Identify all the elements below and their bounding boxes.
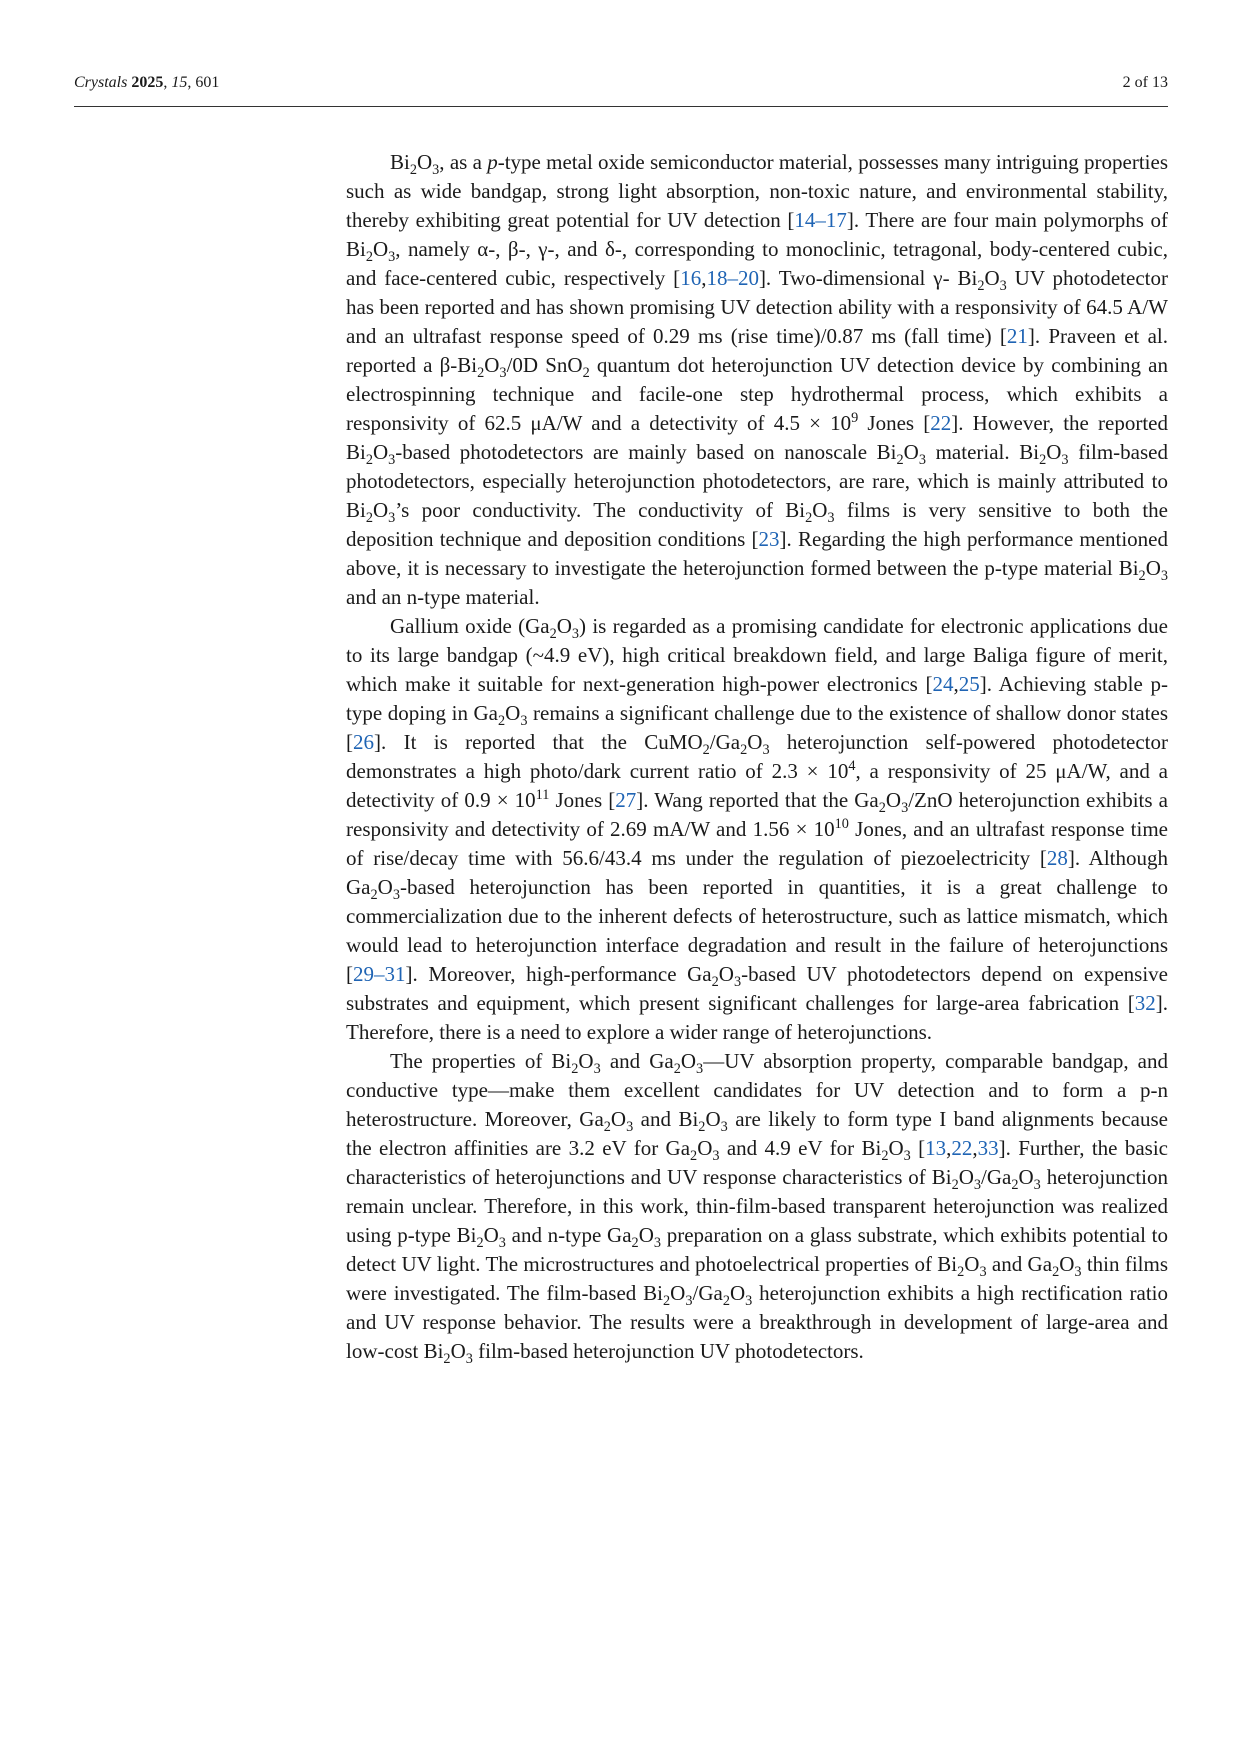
journal-year: 2025	[131, 74, 164, 91]
subscript: 3	[903, 1148, 911, 1165]
text-run: O	[958, 1165, 974, 1189]
subscript: 3	[593, 1061, 601, 1078]
text-run: O	[964, 1252, 980, 1276]
subscript: 2	[1011, 1177, 1019, 1194]
superscript: 10	[834, 816, 849, 832]
text-run: Bi	[390, 150, 410, 174]
subscript: 2	[957, 1264, 965, 1281]
text-run: /ZnO heterojunction exhibits a responsivity and detectivity of 2.69 mA/W and 1.56 × 10	[346, 788, 1168, 841]
text-run: O	[1145, 556, 1161, 580]
text-run: , a responsivity of 25 μA/W, and a detectivity of 0.9 × 10	[346, 759, 1168, 812]
subscript: 3	[499, 365, 507, 382]
subscript: 3	[465, 1351, 473, 1368]
text-run: thin films were investigated. The film-based Bi	[346, 1252, 1169, 1305]
text-run: ]. Regarding the high performance mentioned above, it is necessary to investigate the heterojunction formed between the p-type material Bi	[346, 527, 1169, 580]
citation-link[interactable]: 18–20	[706, 266, 759, 290]
subscript: 2	[690, 1148, 698, 1165]
text-run: Jones [	[549, 788, 616, 812]
subscript: 2	[370, 887, 378, 904]
subscript: 3	[1074, 1264, 1082, 1281]
subscript: 3	[999, 278, 1007, 295]
text-run: and Bi	[633, 1107, 699, 1131]
text-run: film-based photodetectors, especially heterojunction photodetectors, are rare, which is mainly attributed to Bi	[346, 440, 1168, 522]
superscript: 4	[848, 758, 856, 774]
subscript: 3	[918, 452, 926, 469]
paragraph-2	[346, 612, 1168, 1047]
subscript: 3	[720, 1119, 728, 1136]
subscript: 2	[582, 365, 590, 382]
text-run: , namely α-, β-, γ-, and δ-, corresponding to monoclinic, tetragonal, body-centered cubic, and face-centered cubic, respectively [	[346, 237, 1168, 290]
text-run: O	[578, 1049, 594, 1073]
text-run: UV photodetector has been reported and has shown promising UV detection ability with a responsivity of 64.5 A/W and an ultrafast response speed of 0.29 ms (rise time)/0.87 ms (fall time) [	[346, 266, 1168, 348]
text-run: ,	[972, 1136, 978, 1160]
text-run: O	[372, 440, 389, 464]
text-run: -based UV photodetectors depend on expensive substrates and equipment, which present significant challenges for large-area fabrication [	[346, 962, 1168, 1015]
subscript: 3	[733, 974, 742, 991]
text-run: O	[680, 1049, 697, 1073]
text-run: O	[372, 237, 389, 261]
text-run: ’s poor conductivity. The conductivity of Bi	[395, 498, 806, 522]
article-number: 601	[195, 74, 220, 91]
text-run: —UV absorption property, comparable bandgap, and conductive type—make them excellent candidates for UV detection and to form a p-n heterostructure. Moreover, Ga	[346, 1049, 1168, 1131]
citation-link[interactable]: 26	[353, 730, 374, 754]
text-run: O	[885, 788, 902, 812]
subscript: 2	[896, 452, 904, 469]
subscript: 2	[702, 742, 710, 759]
citation-link[interactable]: 29–31	[353, 962, 406, 986]
subscript: 3	[498, 1235, 506, 1252]
text-run: ]. Praveen et al. reported a β-Bi	[346, 324, 1168, 377]
text-run: and Ga	[600, 1049, 674, 1073]
text-run: O	[705, 1107, 721, 1131]
italic-text: p	[487, 150, 498, 174]
citation-link[interactable]: 28	[1046, 846, 1068, 870]
subscript: 2	[1052, 1264, 1060, 1281]
text-run: Jones, and an ultrafast response time of rise/decay time with 56.6/43.4 ms under the regulation of piezoelectricity [	[346, 817, 1168, 870]
subscript: 2	[698, 1119, 706, 1136]
subscript: 2	[722, 1293, 730, 1310]
subscript: 2	[663, 1293, 671, 1310]
subscript: 2	[951, 1177, 959, 1194]
citation-link[interactable]: 21	[1006, 324, 1028, 348]
subscript: 3	[827, 510, 835, 527]
text-run: ]. There are four main polymorphs of Bi	[346, 208, 1168, 261]
citation-link[interactable]: 13	[925, 1136, 947, 1160]
text-run: ,	[953, 672, 959, 696]
text-run: and an n-type material.	[346, 585, 540, 609]
subscript: 2	[805, 510, 813, 527]
text-run: O	[416, 150, 433, 174]
journal-citation: Crystals 2025, 15, 601	[74, 74, 220, 91]
subscript: 2	[409, 162, 417, 179]
citation-link[interactable]: 24	[932, 672, 954, 696]
subscript: 2	[1039, 452, 1047, 469]
subscript: 2	[365, 249, 373, 266]
text-run: ]. Therefore, there is a need to explore a wider range of heterojunctions.	[346, 991, 1168, 1044]
text-run: O	[484, 353, 500, 377]
journal-name: Crystals	[74, 74, 128, 91]
text-run: O	[888, 1136, 904, 1160]
text-run: O	[1046, 440, 1062, 464]
text-run: O	[984, 266, 1000, 290]
text-run: [	[910, 1136, 926, 1160]
text-run: preparation on a glass substrate, which exhibits potential to detect UV light. The microstructures and photoelectrical properties of Bi	[346, 1223, 1168, 1276]
text-run: O	[729, 1281, 746, 1305]
text-run: heterojunction self-powered photodetector demonstrates a high photo/dark current ratio of 2.3 × 10	[346, 730, 1169, 783]
text-run: -based heterojunction has been reported in quantities, it is a great challenge to commercialization due to the inherent defects of heterostructure, such as lattice mismatch, which would lead to heterojunction interface degradation and result in the failure of heterojunctions [	[346, 875, 1168, 986]
citation-link[interactable]: 16	[680, 266, 702, 290]
subscript: 3	[745, 1293, 753, 1310]
subscript: 3	[1061, 452, 1069, 469]
subscript: 2	[443, 1351, 451, 1368]
subscript: 3	[762, 742, 770, 759]
citation-link[interactable]: 23	[758, 527, 780, 551]
subscript: 2	[631, 1235, 639, 1252]
text-run: ]. However, the reported Bi	[346, 411, 1168, 464]
subscript: 2	[881, 1148, 889, 1165]
subscript: 2	[1138, 568, 1146, 585]
subscript: 2	[549, 626, 557, 643]
subscript: 2	[571, 1061, 579, 1078]
subscript: 3	[392, 887, 400, 904]
superscript: 11	[535, 787, 550, 803]
subscript: 2	[477, 365, 485, 382]
subscript: 3	[388, 452, 396, 469]
subscript: 2	[977, 278, 985, 295]
subscript: 2	[740, 742, 748, 759]
citation-link[interactable]: 22	[951, 1136, 973, 1160]
paragraph-3	[346, 1047, 1168, 1366]
text-run: O	[747, 730, 763, 754]
text-run: Jones [	[858, 411, 931, 435]
citation-link[interactable]: 14–17	[794, 208, 847, 232]
citation-link[interactable]: 22	[930, 411, 952, 435]
text-run: ,	[701, 266, 707, 290]
text-run: O	[1018, 1165, 1034, 1189]
subscript: 3	[653, 1235, 661, 1252]
subscript: 2	[365, 452, 373, 469]
text-run: /Ga	[692, 1281, 723, 1305]
text-run: quantum dot heterojunction UV detection device by combining an electrospinning technique and facile-one step hydrothermal process, which exhibits a responsivity of 62.5 μA/W and a detectivity of 4.5 × 10	[346, 353, 1168, 435]
text-run: ]. Although Ga	[346, 846, 1168, 899]
subscript: 3	[388, 249, 396, 266]
text-run: film-based heterojunction UV photodetectors.	[472, 1339, 864, 1363]
citation-link[interactable]: 33	[977, 1136, 999, 1160]
subscript: 3	[973, 1177, 982, 1194]
text-run: O	[450, 1339, 466, 1363]
text-run: O	[718, 962, 734, 986]
text-run: ]. Further, the basic characteristics of heterojunctions and UV response characteristics of Bi	[346, 1136, 1168, 1189]
text-run: , as a	[439, 150, 488, 174]
subscript: 3	[1033, 1177, 1041, 1194]
subscript: 2	[673, 1061, 681, 1078]
citation-link[interactable]: 32	[1134, 991, 1156, 1015]
text-run: remains a significant challenge due to the existence of shallow donor states [	[346, 701, 1168, 754]
citation-link[interactable]: 27	[615, 788, 637, 812]
text-run: /Ga	[981, 1165, 1012, 1189]
subscript: 2	[498, 713, 506, 730]
text-run: and 4.9 eV for Bi	[719, 1136, 882, 1160]
subscript: 2	[711, 974, 719, 991]
text-run: O	[1059, 1252, 1075, 1276]
text-run: material. Bi	[925, 440, 1040, 464]
text-run: ]. Wang reported that the Ga	[636, 788, 879, 812]
text-run: -based photodetectors are mainly based on nanoscale Bi	[395, 440, 897, 464]
text-run: heterojunction exhibits a high rectification ratio and UV response behavior. The results were a breakthrough in development of large-area and low-cost Bi	[346, 1281, 1169, 1363]
header-rule	[74, 106, 1168, 107]
text-run: O	[505, 701, 521, 725]
text-run: and Ga	[986, 1252, 1053, 1276]
text-run: heterojunction remain unclear. Therefore, in this work, thin-film-based transparent heterojunction was realized using p-type Bi	[346, 1165, 1169, 1247]
subscript: 3	[571, 626, 580, 643]
subscript: 2	[603, 1119, 611, 1136]
text-run: O	[372, 498, 389, 522]
subscript: 2	[878, 800, 886, 817]
subscript: 3	[520, 713, 528, 730]
text-run: ]. It is reported that the CuMO	[374, 730, 703, 754]
subscript: 3	[979, 1264, 987, 1281]
paragraph-1	[346, 148, 1168, 612]
subscript: 3	[626, 1119, 634, 1136]
subscript: 3	[685, 1293, 693, 1310]
page-number: 2 of 13	[1122, 74, 1168, 91]
running-header	[74, 70, 1168, 100]
citation-link[interactable]: 25	[958, 672, 980, 696]
journal-volume: 15	[171, 74, 188, 91]
subscript: 2	[365, 510, 373, 527]
text-run: films is very sensitive to both the deposition technique and deposition conditions [	[346, 498, 1168, 551]
text-run: O	[638, 1223, 654, 1247]
text-run: ]. Two-dimensional γ- Bi	[758, 266, 978, 290]
text-run: O	[903, 440, 919, 464]
text-run: The properties of Bi	[390, 1049, 572, 1073]
text-run: ]. Moreover, high-performance Ga	[405, 962, 712, 986]
text-run: and n-type Ga	[505, 1223, 632, 1247]
text-run: are likely to form type I band alignments because the electron affinities are 3.2 eV for Ga	[346, 1107, 1168, 1160]
text-run: O	[670, 1281, 686, 1305]
article-body	[346, 148, 1168, 1366]
text-run: O	[697, 1136, 713, 1160]
subscript: 2	[476, 1235, 484, 1252]
subscript: 3	[388, 510, 396, 527]
text-run: O	[483, 1223, 499, 1247]
text-run: -type metal oxide semiconductor material, possesses many intriguing properties such as wide bandgap, strong light absorption, non-toxic nature, and environmental stability, thereby exhibiting great potential for UV detection [	[346, 150, 1168, 232]
text-run: O	[812, 498, 828, 522]
superscript: 9	[851, 410, 859, 426]
subscript: 3	[901, 800, 909, 817]
text-run: Gallium oxide (Ga	[390, 614, 550, 638]
text-run: O	[556, 614, 572, 638]
text-run: ,	[946, 1136, 952, 1160]
subscript: 3	[696, 1061, 704, 1078]
text-run: O	[610, 1107, 627, 1131]
subscript: 3	[432, 162, 440, 179]
text-run: /0D SnO	[506, 353, 583, 377]
text-run: O	[377, 875, 393, 899]
text-run: /Ga	[709, 730, 741, 754]
subscript: 3	[1160, 568, 1168, 585]
subscript: 3	[712, 1148, 720, 1165]
text-run: ]. Achieving stable p-type doping in Ga	[346, 672, 1168, 725]
text-run: ) is regarded as a promising candidate for electronic applications due to its large bandgap (~4.9 eV), high critical breakdown field, and large Baliga figure of merit, which make it suitable for next-generation high-power electronics [	[346, 614, 1168, 696]
